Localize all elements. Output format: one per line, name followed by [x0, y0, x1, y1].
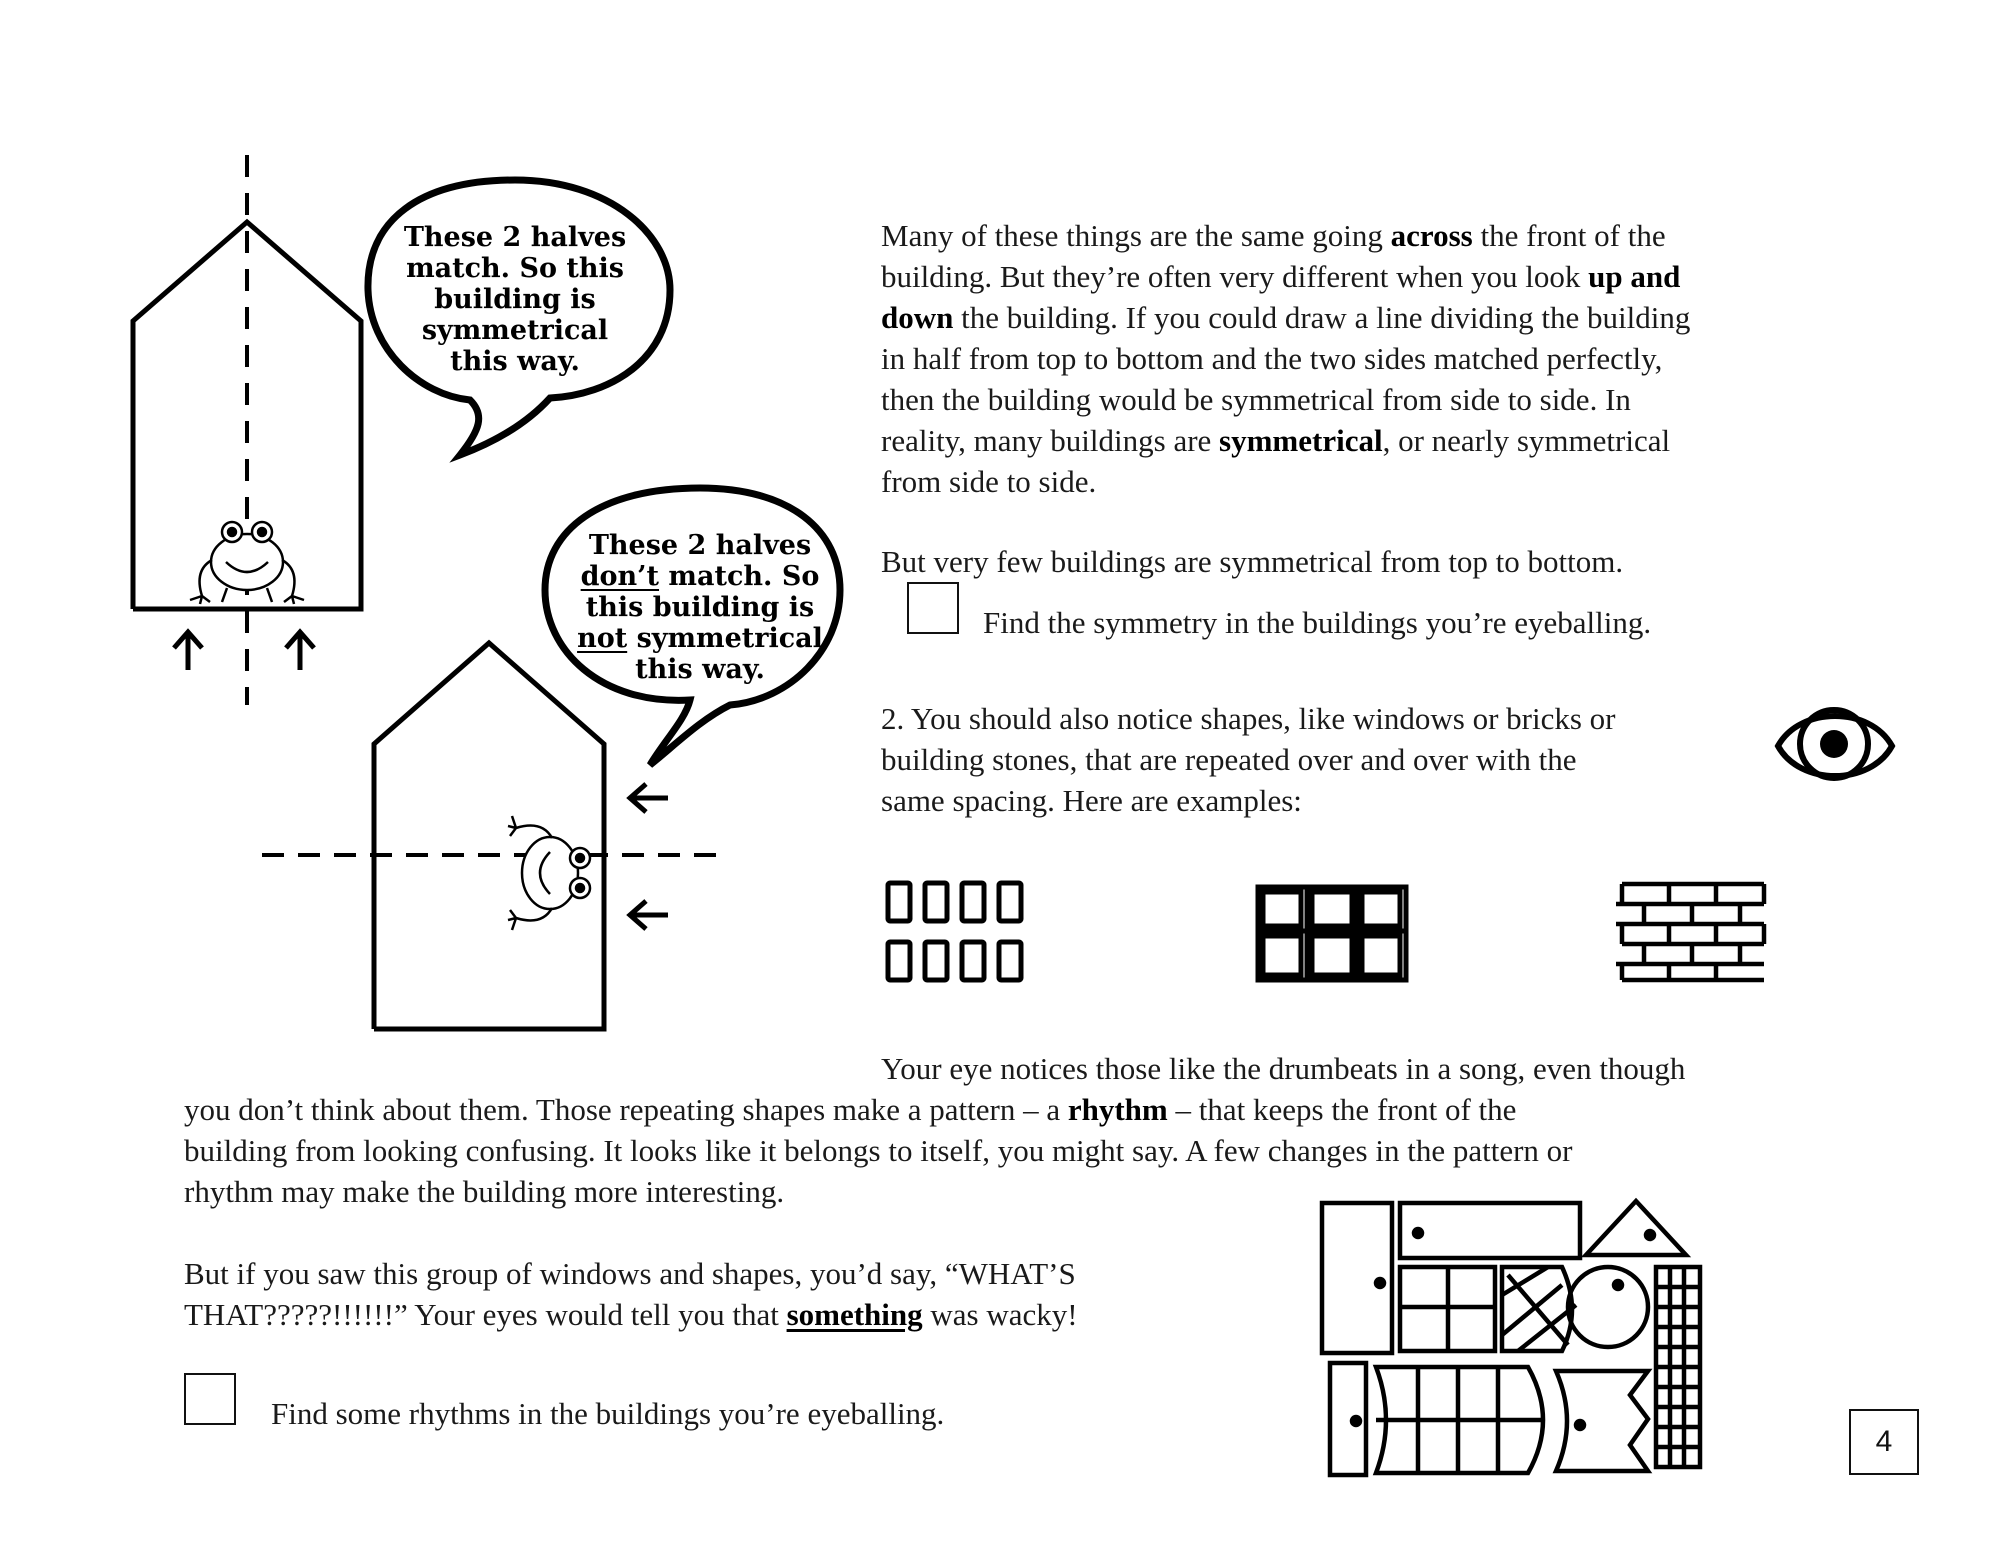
- text-line: same spacing. Here are examples:: [881, 783, 1302, 818]
- underlined-dont: don’t: [580, 561, 660, 592]
- bubble-2-text-part: symmetrical: [627, 623, 823, 654]
- text-line: rhythm may make the building more interesting.: [184, 1174, 785, 1209]
- bubble-2-line: this way.: [635, 654, 765, 685]
- text-line: [184, 1089, 2000, 1130]
- text-part: THAT?????!!!!!!” Your eyes would tell you that: [184, 1297, 787, 1332]
- checkbox-symmetry[interactable]: [907, 582, 959, 634]
- bubble-2-line: These 2 halves: [588, 530, 812, 561]
- bubble-1-line: match. So this: [406, 253, 624, 284]
- paragraph-rhythm-intro: [881, 698, 1615, 821]
- text-part: reality, many buildings are: [881, 423, 1220, 458]
- paragraph-symmetry: [881, 215, 1690, 502]
- text-part: – that keeps the front of the: [1167, 1092, 1517, 1127]
- checkbox-rhythms[interactable]: [184, 1373, 236, 1425]
- bubble-2-text-part: match. So: [659, 561, 820, 592]
- text-line: [881, 297, 1690, 338]
- text-line: building from looking confusing. It looks like it belongs to itself, you might say. A few changes in the pattern or: [184, 1133, 1573, 1168]
- bold-word: rhythm: [1067, 1092, 1168, 1127]
- checkbox-rhythms-label: Find some rhythms in the buildings you’re eyeballing.: [271, 1396, 945, 1431]
- bubble-1-line: this way.: [450, 346, 580, 377]
- bubble-1-line: symmetrical: [421, 315, 609, 346]
- bold-word: down: [881, 300, 954, 335]
- bubble-2-line: [565, 561, 835, 592]
- text-line: [881, 256, 1690, 297]
- window-grid-example: [885, 880, 1031, 986]
- text-part: Many of these things are the same going: [881, 218, 1391, 253]
- bubble-1-line: These 2 halves: [403, 222, 627, 253]
- bubble-2-line: [565, 623, 835, 654]
- text-line: [881, 215, 1690, 256]
- bold-word: across: [1390, 218, 1473, 253]
- bold-word: up and: [1588, 259, 1681, 294]
- text-line: Your eye notices those like the drumbeats in a song, even though: [881, 1051, 1686, 1086]
- text-line: from side to side.: [881, 464, 1097, 499]
- text-line: in half from top to bottom and the two sides matched perfectly,: [881, 341, 1663, 376]
- underlined-word: something: [786, 1297, 923, 1332]
- text-part: building. But they’re often very different when you look: [881, 259, 1589, 294]
- paragraph-whats-that: [184, 1253, 1078, 1335]
- wacky-shapes-illustration: [1318, 1195, 1738, 1485]
- text-line: But if you saw this group of windows and shapes, you’d say, “WHAT’S: [184, 1256, 1076, 1291]
- bubble-2-line: this building is: [585, 592, 815, 623]
- paragraph-top-bottom: But very few buildings are symmetrical from top to bottom.: [881, 544, 1624, 579]
- paragraph-drumbeats: [0, 1048, 2000, 1212]
- text-line: then the building would be symmetrical from side to side. In: [881, 382, 1631, 417]
- page-number: 4: [1849, 1409, 1919, 1475]
- checkbox-symmetry-label: Find the symmetry in the buildings you’re eyeballing.: [983, 605, 1652, 640]
- text-part: you don’t think about them. Those repeating shapes make a pattern – a: [184, 1092, 1068, 1127]
- text-line: [881, 420, 1690, 461]
- window-panes-example: [1255, 884, 1411, 984]
- brick-wall-example: [1614, 880, 1770, 984]
- bubble-2-text: [565, 530, 835, 685]
- text-line: [184, 1294, 1078, 1335]
- text-part: , or nearly symmetrical: [1382, 423, 1671, 458]
- text-part: the front of the: [1472, 218, 1666, 253]
- bold-word: symmetrical: [1219, 423, 1383, 458]
- text-part: was wacky!: [922, 1297, 1078, 1332]
- eye-icon: [1770, 698, 1900, 792]
- underlined-not: not: [577, 623, 628, 654]
- text-part: the building. If you could draw a line dividing the building: [953, 300, 1691, 335]
- text-line: 2. You should also notice shapes, like windows or bricks or: [881, 701, 1616, 736]
- text-line: building stones, that are repeated over and over with the: [881, 742, 1577, 777]
- bubble-1-line: building is: [434, 284, 596, 315]
